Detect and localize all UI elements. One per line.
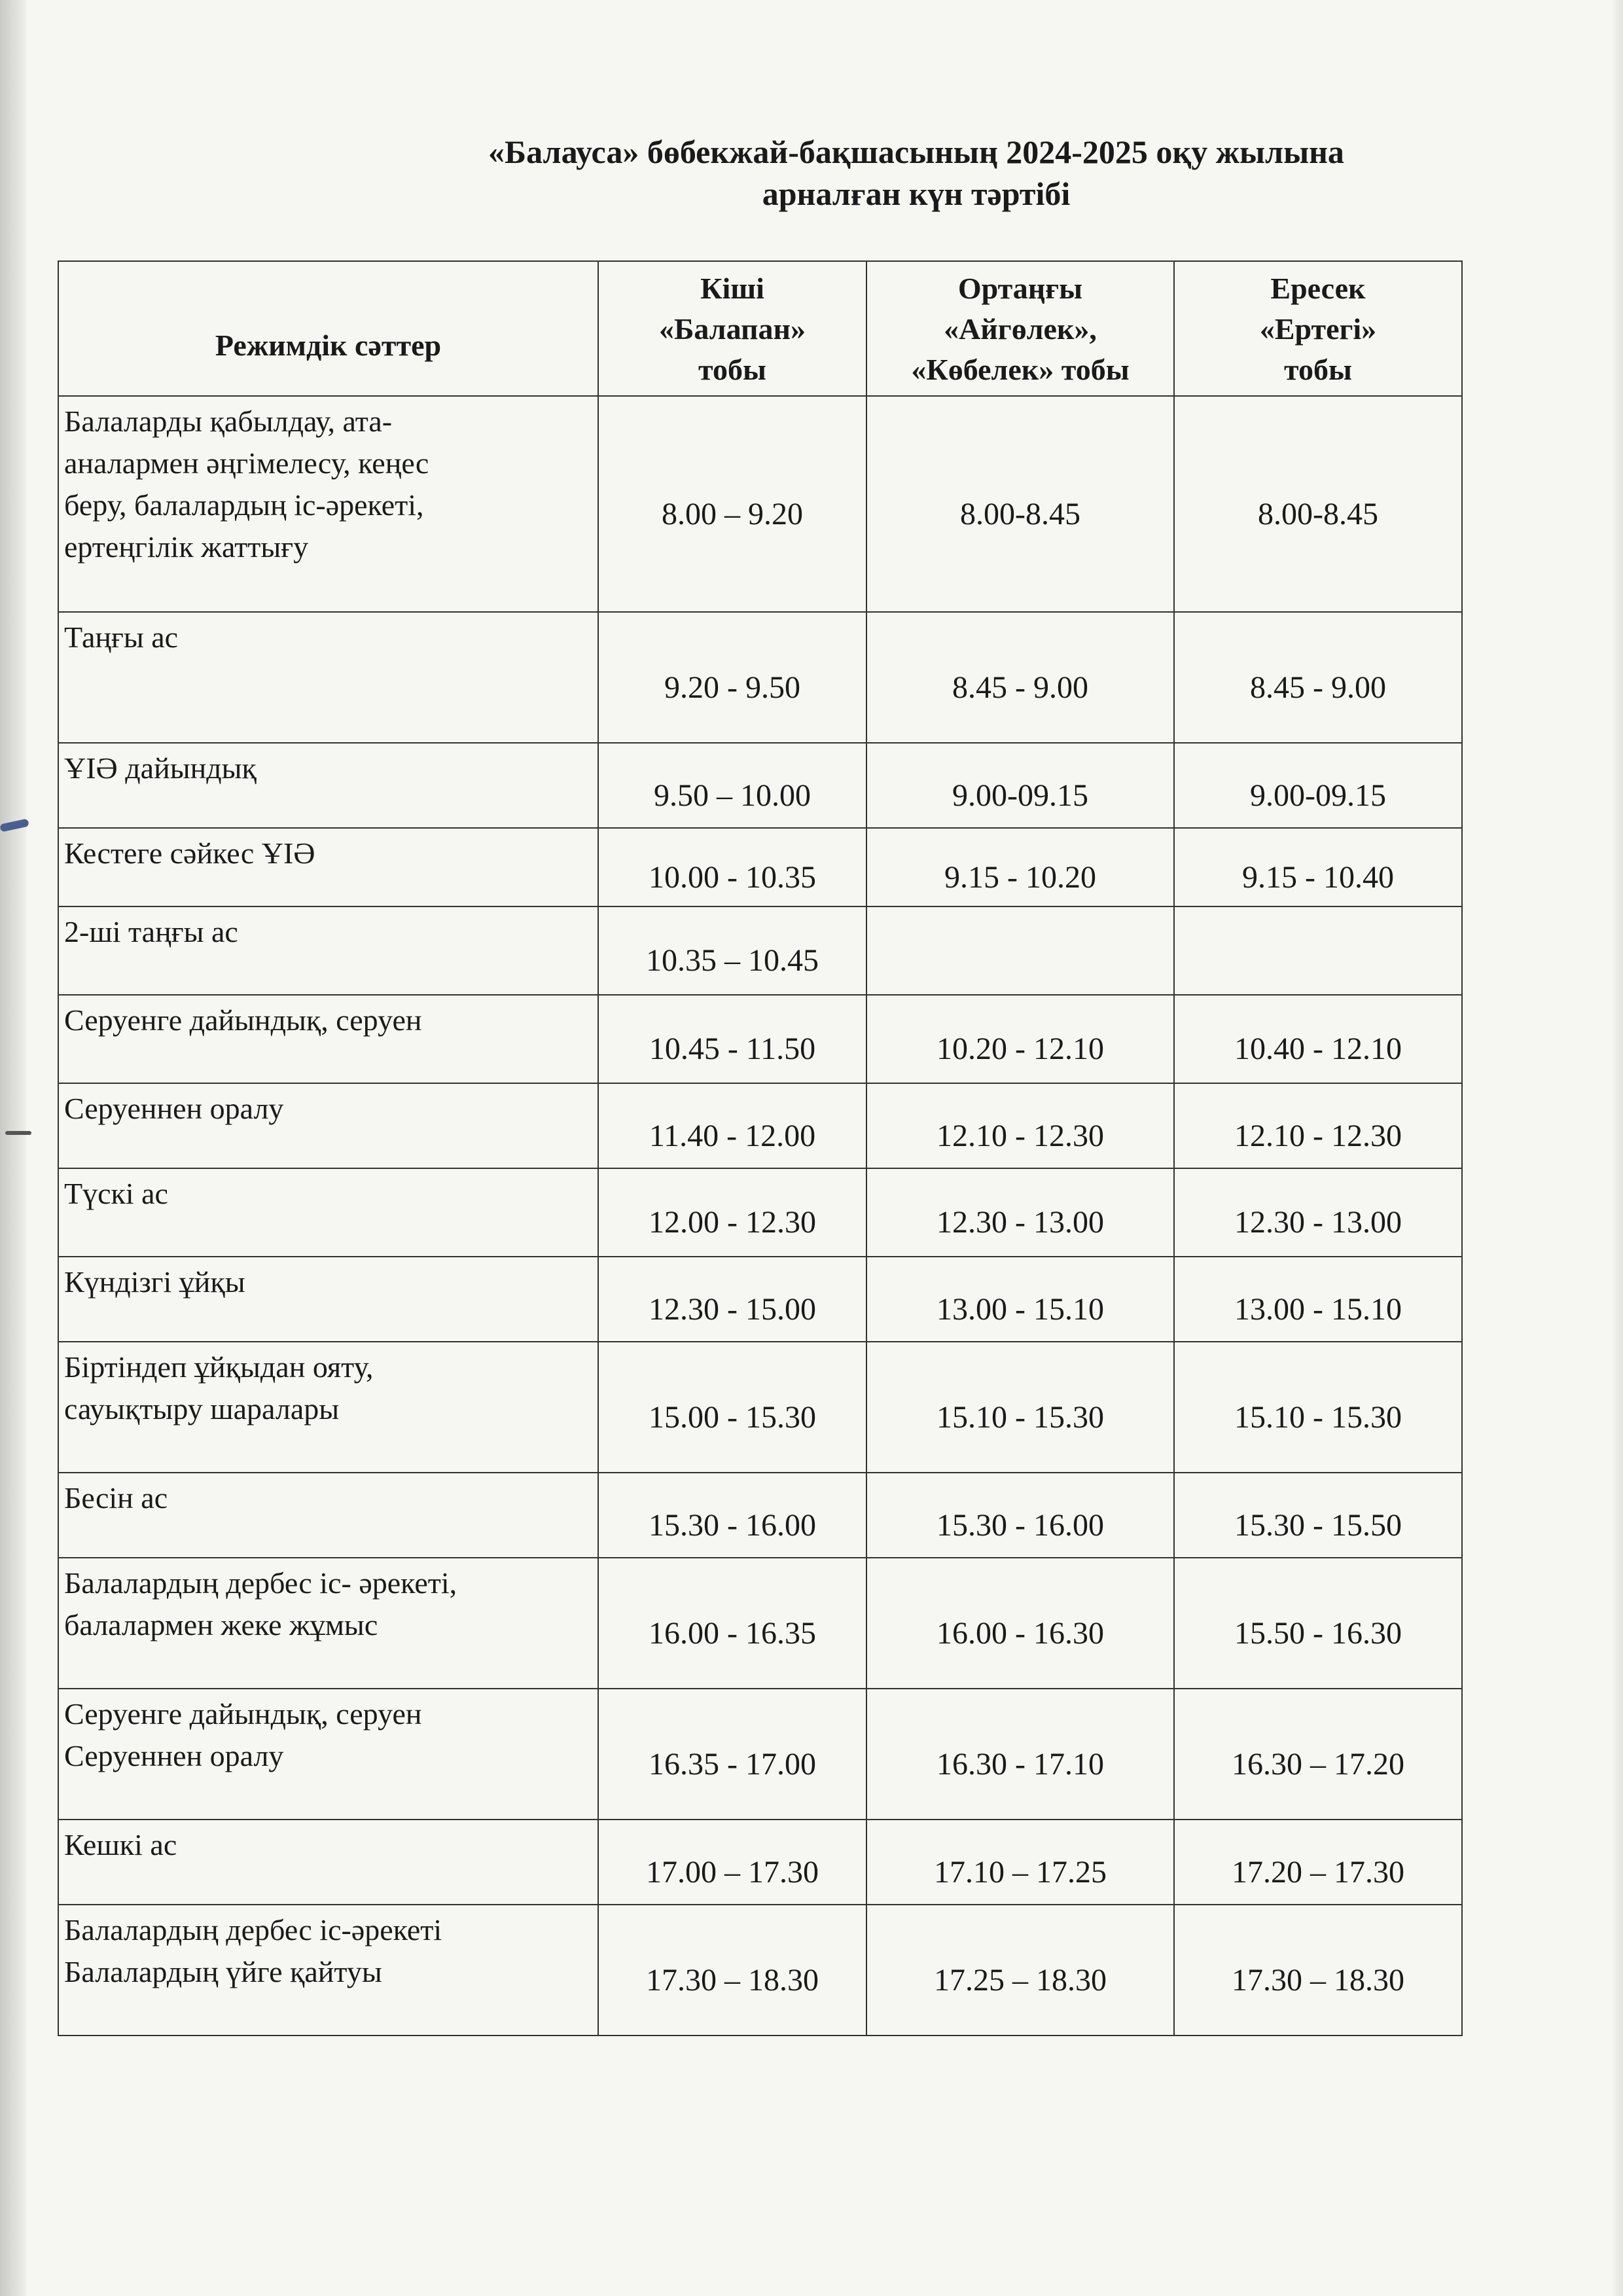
activity-line: 2-ші таңғы ас [64, 915, 238, 948]
activity-line: Балаларды қабылдау, ата- [64, 404, 393, 438]
time-value: 16.35 - 17.00 [649, 1746, 816, 1782]
header-middle-group [866, 261, 1174, 396]
time-cell-senior [1174, 1905, 1462, 2036]
table-row [58, 396, 1462, 612]
header-line: тобы [1284, 353, 1352, 386]
time-cell-middle [866, 995, 1174, 1083]
time-cell-junior [598, 612, 866, 743]
time-cell-senior [1174, 396, 1462, 612]
time-value: 15.10 - 15.30 [1234, 1399, 1402, 1435]
header-line: Ересек [1270, 272, 1366, 305]
table-row [58, 1342, 1462, 1473]
activity-line: Күндізгі ұйқы [64, 1265, 245, 1299]
time-cell-senior [1174, 1257, 1462, 1342]
activity-cell [58, 995, 598, 1083]
table-row [58, 1083, 1462, 1168]
header-line: тобы [698, 353, 766, 386]
time-cell-middle [866, 1473, 1174, 1558]
activity-cell [58, 1083, 598, 1168]
time-value: 9.20 - 9.50 [664, 670, 800, 705]
page-binding-shadow [0, 0, 26, 2296]
time-value: 8.00-8.45 [960, 496, 1080, 531]
time-value: 10.40 - 12.10 [1234, 1031, 1402, 1066]
time-value: 17.25 – 18.30 [934, 1962, 1107, 1998]
time-value: 15.10 - 15.30 [936, 1399, 1104, 1435]
time-value: 13.00 - 15.10 [936, 1291, 1104, 1327]
document-title [131, 131, 1623, 215]
header-activity [58, 261, 598, 396]
time-cell-junior [598, 995, 866, 1083]
time-value: 9.15 - 10.20 [944, 859, 1096, 895]
time-value: 12.00 - 12.30 [649, 1205, 816, 1240]
header-line: Режимдік сәттер [215, 329, 442, 362]
table-row [58, 1820, 1462, 1905]
time-cell-middle [866, 1905, 1174, 2036]
time-cell-middle [866, 1558, 1174, 1689]
time-value: 8.45 - 9.00 [952, 670, 1088, 705]
time-value: 9.15 - 10.40 [1242, 859, 1394, 895]
time-cell-middle [866, 1689, 1174, 1820]
table-row [58, 906, 1462, 995]
table-row [58, 828, 1462, 906]
time-value: 15.30 - 15.50 [1234, 1507, 1402, 1543]
activity-cell [58, 1168, 598, 1257]
time-cell-middle [866, 396, 1174, 612]
time-cell-senior [1174, 1820, 1462, 1905]
header-line: «Ертегі» [1259, 312, 1377, 346]
activity-line: Серуеннен оралу [64, 1092, 284, 1125]
header-line: Ортаңғы [957, 272, 1083, 305]
time-cell-senior [1174, 1689, 1462, 1820]
activity-line: Балалардың дербес іс- әрекеті, [64, 1566, 457, 1600]
table-row [58, 1558, 1462, 1689]
time-cell-middle [866, 1168, 1174, 1257]
time-value: 17.10 – 17.25 [934, 1854, 1107, 1890]
time-cell-senior [1174, 828, 1462, 906]
time-value: 15.30 - 16.00 [936, 1507, 1104, 1543]
table-row [58, 743, 1462, 828]
time-cell-middle [866, 906, 1174, 995]
activity-line: Біртіндеп ұйқыдан ояту, [64, 1350, 374, 1384]
time-cell-middle [866, 1342, 1174, 1473]
page-edge-shadow [1611, 0, 1623, 2296]
time-value: 16.30 – 17.20 [1232, 1746, 1404, 1782]
time-value: 10.45 - 11.50 [649, 1031, 816, 1066]
activity-line: аналармен әңгімелесу, кеңес [64, 446, 429, 480]
time-value: 17.30 – 18.30 [1232, 1962, 1404, 1998]
activity-line: Кестеге сәйкес ҰІӘ [64, 836, 315, 870]
time-cell-middle [866, 743, 1174, 828]
time-value: 17.00 – 17.30 [646, 1854, 819, 1890]
header-line: Кіші [700, 272, 764, 305]
title-line-1: «Балауса» бөбекжай-бақшасының 2024-2025 оқу жылына [488, 134, 1344, 170]
activity-cell [58, 612, 598, 743]
activity-line: ҰІӘ дайындық [64, 751, 257, 785]
time-cell-junior [598, 906, 866, 995]
time-cell-junior [598, 396, 866, 612]
time-cell-senior [1174, 1168, 1462, 1257]
header-line: «Балапан» [658, 312, 806, 346]
time-value: 10.00 - 10.35 [649, 859, 816, 895]
time-cell-senior [1174, 995, 1462, 1083]
table-header-row [58, 261, 1462, 396]
activity-line: Серуенге дайындық, серуен [64, 1003, 422, 1037]
time-cell-senior [1174, 1342, 1462, 1473]
time-cell-junior [598, 743, 866, 828]
activity-cell [58, 1473, 598, 1558]
header-junior-group [598, 261, 866, 396]
time-value: 12.10 - 12.30 [1234, 1118, 1402, 1153]
time-value: 11.40 - 12.00 [649, 1118, 816, 1153]
time-value: 16.00 - 16.30 [936, 1615, 1104, 1651]
time-cell-senior [1174, 1083, 1462, 1168]
time-value: 10.20 - 12.10 [936, 1031, 1104, 1066]
time-cell-junior [598, 1257, 866, 1342]
time-cell-junior [598, 1168, 866, 1257]
table-row [58, 1257, 1462, 1342]
time-value: 9.00-09.15 [952, 778, 1088, 813]
activity-cell [58, 1342, 598, 1473]
table-row [58, 1473, 1462, 1558]
activity-cell [58, 1820, 598, 1905]
header-line: «Айгөлек», [944, 312, 1097, 346]
time-cell-junior [598, 1083, 866, 1168]
time-cell-senior [1174, 906, 1462, 995]
time-cell-middle [866, 1083, 1174, 1168]
time-value: 10.35 – 10.45 [646, 943, 819, 978]
time-value: 12.30 - 13.00 [936, 1205, 1104, 1240]
activity-cell [58, 1257, 598, 1342]
activity-line: Түскі ас [64, 1177, 168, 1210]
time-cell-junior [598, 828, 866, 906]
activity-line: сауықтыру шаралары [64, 1392, 340, 1426]
activity-cell [58, 396, 598, 612]
time-value: 9.00-09.15 [1250, 778, 1386, 813]
time-value: 8.00 – 9.20 [662, 496, 803, 531]
time-value: 17.20 – 17.30 [1232, 1854, 1404, 1890]
activity-line: Кешкі ас [64, 1828, 177, 1861]
activity-line: ертеңгілік жаттығу [64, 530, 309, 564]
time-cell-senior [1174, 612, 1462, 743]
table-row [58, 995, 1462, 1083]
time-value: 12.30 - 13.00 [1234, 1205, 1402, 1240]
title-line-2: арналған күн тәртібі [762, 175, 1071, 212]
time-value: 12.30 - 15.00 [649, 1291, 816, 1327]
activity-line: Балалардың дербес іс-әрекеті [64, 1913, 442, 1946]
time-value: 15.30 - 16.00 [649, 1507, 816, 1543]
time-value: 16.00 - 16.35 [649, 1615, 816, 1651]
time-cell-junior [598, 1905, 866, 2036]
time-cell-senior [1174, 1473, 1462, 1558]
time-value: 17.30 – 18.30 [646, 1962, 819, 1998]
activity-line: Серуенге дайындық, серуен [64, 1697, 422, 1731]
header-line: «Көбелек» тобы [911, 353, 1130, 386]
time-cell-junior [598, 1473, 866, 1558]
activity-cell [58, 828, 598, 906]
activity-cell [58, 906, 598, 995]
activity-cell [58, 1558, 598, 1689]
time-value: 13.00 - 15.10 [1234, 1291, 1402, 1327]
table-row [58, 1689, 1462, 1820]
time-cell-senior [1174, 1558, 1462, 1689]
activity-line: балалармен жеке жұмыс [64, 1608, 378, 1641]
time-value: 15.00 - 15.30 [649, 1399, 816, 1435]
activity-line: Серуеннен оралу [64, 1739, 284, 1772]
table-row [58, 1168, 1462, 1257]
time-cell-junior [598, 1689, 866, 1820]
time-value: 8.45 - 9.00 [1250, 670, 1386, 705]
time-cell-senior [1174, 743, 1462, 828]
time-cell-middle [866, 612, 1174, 743]
table-row [58, 1905, 1462, 2036]
time-value: 15.50 - 16.30 [1234, 1615, 1402, 1651]
activity-cell [58, 1905, 598, 2036]
staple-mark [5, 1131, 31, 1135]
time-cell-middle [866, 1257, 1174, 1342]
time-value: 8.00-8.45 [1258, 496, 1378, 531]
time-value: 12.10 - 12.30 [936, 1118, 1104, 1153]
time-cell-junior [598, 1558, 866, 1689]
time-value: 9.50 – 10.00 [654, 778, 811, 813]
header-senior-group [1174, 261, 1462, 396]
time-cell-junior [598, 1342, 866, 1473]
time-cell-middle [866, 828, 1174, 906]
time-value: 16.30 - 17.10 [936, 1746, 1104, 1782]
activity-cell [58, 743, 598, 828]
activity-line: Балалардың үйге қайтуы [64, 1955, 382, 1988]
activity-line: Бесін ас [64, 1481, 168, 1515]
time-cell-middle [866, 1820, 1174, 1905]
activity-cell [58, 1689, 598, 1820]
activity-line: беру, балалардың іс-әрекеті, [64, 488, 424, 522]
table-row [58, 612, 1462, 743]
activity-line: Таңғы ас [64, 620, 179, 654]
daily-schedule-table [58, 260, 1463, 2036]
time-cell-junior [598, 1820, 866, 1905]
